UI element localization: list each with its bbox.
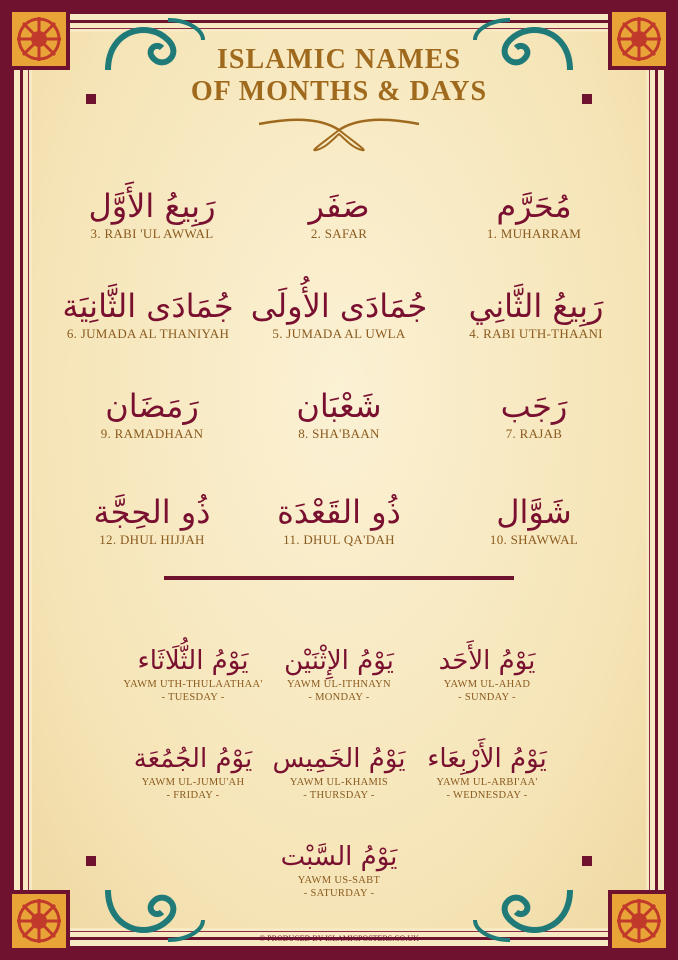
month-arabic: شَعْبَان: [296, 387, 382, 425]
day-english: - SUNDAY -: [458, 692, 516, 703]
day-wednesday: [387, 742, 587, 802]
month-rabi-ul-awwal: [52, 186, 252, 242]
month-dhul-qadah: [239, 492, 439, 548]
month-label: 10. SHAWWAL: [489, 532, 579, 547]
day-arabic: يَوْمُ الجُمُعَة: [133, 744, 253, 774]
month-label: 3. RABI 'UL AWWAL: [90, 226, 214, 241]
month-label: 6. JUMADA AL THANIYAH: [66, 326, 230, 341]
day-sunday: [387, 644, 587, 704]
month-jumada-al-thaniyah: [48, 286, 248, 342]
title-line-2: OF MONTHS & DAYS: [190, 76, 488, 107]
day-arabic: يَوْمُ الخَمِيس: [272, 744, 406, 774]
month-dhul-hijjah: [52, 492, 252, 548]
day-arabic: يَوْمُ الإِثْنَيْن: [284, 646, 394, 676]
day-transliteration: YAWM UL-ITHNAYN: [287, 679, 391, 690]
month-safar: [239, 186, 439, 242]
day-arabic: يَوْمُ الثُّلَاثَاء: [137, 646, 249, 676]
day-english: - MONDAY -: [308, 692, 370, 703]
month-arabic: صَفَر: [308, 187, 370, 225]
day-transliteration: YAWM UL-ARBI'AA': [436, 777, 538, 788]
producer-credit: © PRODUCED BY ISLAMICPOSTERS.CO.UK: [259, 934, 419, 943]
month-label: 11. DHUL QA'DAH: [283, 532, 395, 547]
month-label: 2. SAFAR: [310, 226, 368, 241]
month-rabi-uth-thaani: [436, 286, 636, 342]
day-transliteration: YAWM UTH-THULAATHAA': [123, 679, 263, 690]
day-arabic: يَوْمُ الأَحَد: [438, 646, 536, 676]
day-saturday: [239, 840, 439, 900]
month-label: 1. MUHARRAM: [486, 226, 582, 241]
day-english: - SATURDAY -: [303, 888, 375, 899]
title-line-1: ISLAMIC NAMES: [216, 44, 462, 75]
month-rajab: [434, 386, 634, 442]
month-arabic: مُحَرَّم: [496, 187, 572, 225]
month-jumada-al-uwla: [239, 286, 439, 342]
title-flourish: [254, 112, 424, 158]
month-label: 5. JUMADA AL UWLA: [272, 326, 406, 341]
day-english: - WEDNESDAY -: [446, 790, 528, 801]
square-accent: [582, 856, 592, 866]
day-english: - THURSDAY -: [303, 790, 375, 801]
month-arabic: رَجَب: [500, 387, 568, 425]
month-shawwal: [434, 492, 634, 548]
day-arabic: يَوْمُ السَّبْت: [280, 842, 398, 872]
month-arabic: شَوَّال: [496, 493, 572, 531]
month-label: 4. RABI UTH-THAANI: [469, 326, 603, 341]
day-transliteration: YAWM US-SABT: [297, 875, 381, 886]
day-transliteration: YAWM UL-JUMU'AH: [141, 777, 245, 788]
month-label: 7. RAJAB: [505, 426, 563, 441]
month-muharram: [434, 186, 634, 242]
month-arabic: رَمَضَان: [105, 387, 199, 425]
month-label: 9. RAMADHAAN: [100, 426, 204, 441]
day-english: - FRIDAY -: [166, 790, 220, 801]
month-label: 8. SHA'BAAN: [298, 426, 380, 441]
day-arabic: يَوْمُ الأَرْبِعَاء: [427, 744, 547, 774]
month-arabic: رَبِيعُ الأَوَّل: [88, 187, 216, 225]
day-transliteration: YAWM UL-AHAD: [443, 679, 531, 690]
day-transliteration: YAWM UL-KHAMIS: [289, 777, 389, 788]
day-english: - TUESDAY -: [161, 692, 225, 703]
month-label: 12. DHUL HIJJAH: [99, 532, 205, 547]
month-arabic: ذُو القَعْدَة: [277, 493, 401, 531]
month-ramadhaan: [52, 386, 252, 442]
month-arabic: رَبِيعُ الثَّانِي: [468, 287, 604, 325]
month-shabaan: [239, 386, 439, 442]
month-arabic: جُمَادَى الأُولَى: [250, 287, 428, 325]
month-arabic: جُمَادَى الثَّانِيَة: [62, 287, 234, 325]
square-accent: [86, 856, 96, 866]
month-arabic: ذُو الحِجَّة: [93, 493, 211, 531]
section-divider: [164, 576, 514, 580]
